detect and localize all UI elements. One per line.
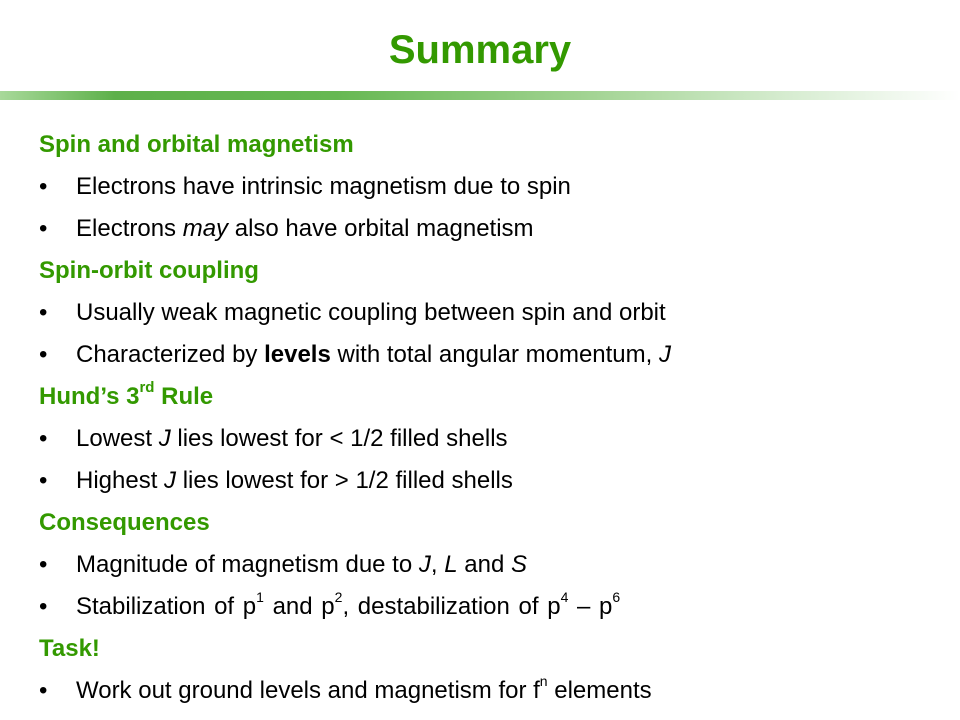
bullet-text: Electrons may also have orbital magnetism xyxy=(76,215,534,242)
bullet-lowest-j xyxy=(39,420,939,462)
bullet-text: Highest J lies lowest for > 1/2 filled shells xyxy=(76,467,513,494)
bullet-marker: • xyxy=(39,299,48,326)
bullet-marker: • xyxy=(39,173,48,200)
bullet-text: Characterized by levels with total angular momentum, J xyxy=(76,341,671,368)
bullet-levels xyxy=(39,336,939,378)
title-divider xyxy=(0,91,960,100)
bullet-magnitude xyxy=(39,546,939,588)
bullet-marker: • xyxy=(39,593,48,620)
bullet-marker: • xyxy=(39,677,48,704)
bullet-marker: • xyxy=(39,215,48,242)
bullet-text: Magnitude of magnetism due to J, L and S xyxy=(76,551,527,578)
bullet-intrinsic-magnetism xyxy=(39,168,939,210)
bullet-marker: • xyxy=(39,551,48,578)
bullet-stabilization xyxy=(39,588,939,630)
bullet-highest-j xyxy=(39,462,939,504)
bullet-orbital-magnetism xyxy=(39,210,939,252)
slide-content xyxy=(39,126,939,714)
bullet-text: Stabilization of $p^1$ and $p^2$, destabilization of $p^4 - p^6$ xyxy=(76,589,621,620)
bullet-text: Electrons have intrinsic magnetism due to spin xyxy=(76,173,571,200)
bullet-marker: • xyxy=(39,467,48,494)
section-heading-task: Task! xyxy=(39,635,100,662)
slide-title: Summary xyxy=(388,28,572,72)
section-heading-hunds-rule: Hund’s 3rd Rule xyxy=(39,379,214,410)
bullet-ground-levels xyxy=(39,672,939,714)
bullet-weak-coupling xyxy=(39,294,939,336)
section-heading-spin-orbit-coupling: Spin-orbit coupling xyxy=(39,257,259,284)
bullet-text: Work out ground levels and magnetism for $f^n$ elements xyxy=(76,673,652,704)
section-heading-spin-orbital: Spin and orbital magnetism xyxy=(39,131,354,158)
bullet-text: Usually weak magnetic coupling between spin and orbit xyxy=(76,299,666,326)
bullet-text: Lowest J lies lowest for < 1/2 filled shells xyxy=(76,425,508,452)
section-heading-consequences: Consequences xyxy=(39,509,210,536)
bullet-marker: • xyxy=(39,341,48,368)
bullet-marker: • xyxy=(39,425,48,452)
